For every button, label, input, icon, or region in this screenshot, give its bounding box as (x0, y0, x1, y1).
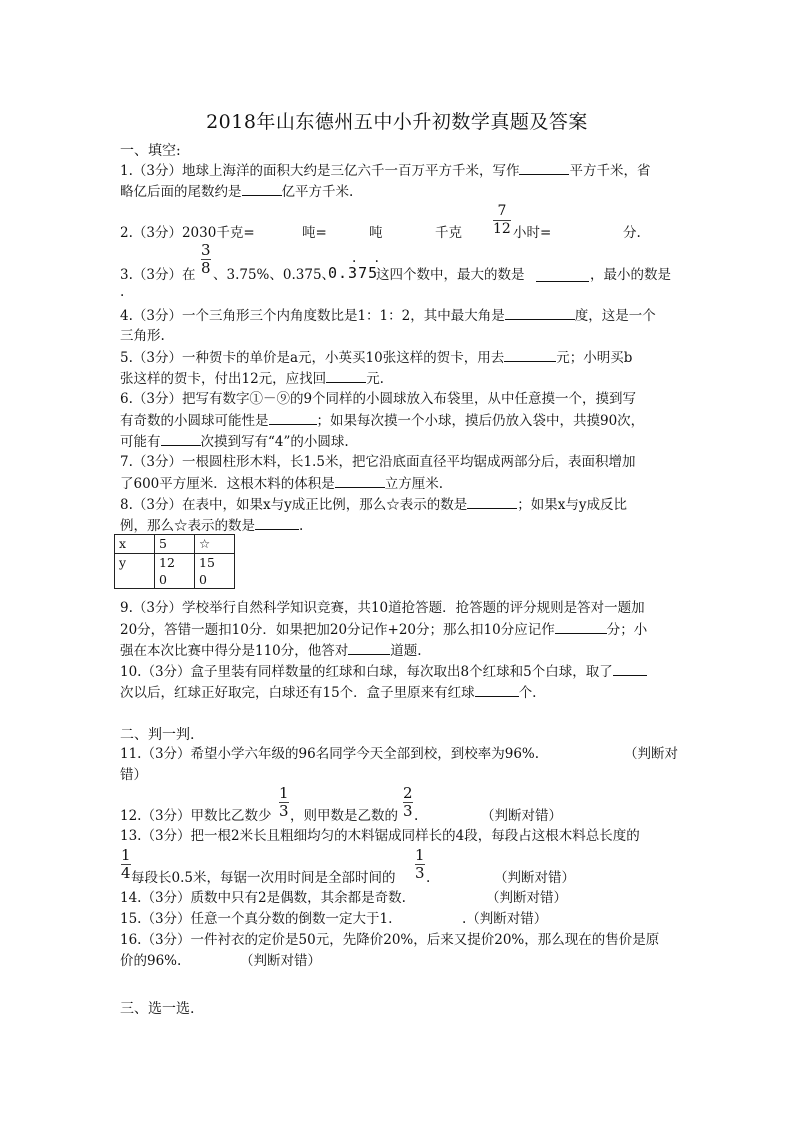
table-row: x 5 ☆ (115, 535, 235, 554)
question-16-line-2: 价的96%. （判断对错） (120, 953, 321, 969)
question-15: 15.（3分）任意一个真分数的倒数一定大于1. .（判断对错） (120, 911, 548, 927)
question-1-line-2: 略亿后面的尾数约是 亿平方千米. (120, 184, 354, 200)
answer-blank[interactable] (504, 348, 556, 362)
table-row: y 12 0 15 0 (115, 554, 235, 589)
question-11-line-1: 11.（3分）希望小学六年级的96名同学今天全部到校，到校率为96%. （判断对 (120, 746, 678, 762)
answer-blank[interactable] (536, 268, 589, 282)
question-5-line-2: 张这样的贺卡，付出12元，应找回 元. (120, 371, 384, 387)
question-8-line-2: 例，那么☆表示的数是 . (120, 518, 304, 534)
answer-blank[interactable] (326, 369, 366, 383)
answer-blank[interactable] (335, 474, 385, 488)
answer-blank[interactable] (269, 411, 317, 425)
question-6-line-3: 可能有 次摸到写有“4”的小圆球. (120, 434, 349, 450)
section-heading-fill: 一、填空: (120, 143, 181, 159)
answer-blank[interactable] (519, 161, 569, 175)
answer-blank[interactable] (505, 306, 575, 320)
question-10-line-1: 10.（3分）盒子里装有同样数量的红球和白球，每次取出8个红球和5个白球，取了 (120, 662, 647, 681)
answer-blank[interactable] (475, 683, 519, 697)
question-4-line-2: 三角形. (120, 328, 165, 344)
question-9-line-3: 强在本次比赛中得分是110分，他答对 道题. (120, 643, 422, 659)
question-9-line-2: 20分，答错一题扣10分．如果把加20分记作+20分；那么扣10分应记作 分；小 (120, 622, 648, 638)
proportion-table (114, 534, 235, 589)
repeating-decimal-dots: . . (352, 250, 386, 266)
question-6-line-1: 6.（3分）把写有数字①－⑨的9个同样的小圆球放入布袋里，从中任意摸一个，摸到写 (120, 391, 637, 407)
fraction: 1 3 (415, 846, 425, 882)
section-heading-choose: 三、选一选. (120, 1001, 195, 1017)
section-heading-judge: 二、判一判. (120, 727, 195, 743)
question-1-line-1: 1.（3分）地球上海洋的面积大约是三亿六千一百万平方千米，写作 平方千米，省 (120, 163, 651, 179)
question-3: 3 8 3.（3分）在 、3.75%、0.375、 . . 0.375 这四个数中，最大的数是 ，最小的数是 . (120, 241, 671, 300)
exam-page: 2018年山东德州五中小升初数学真题及答案 一、填空: 1.（3分）地球上海洋的面积大约是三亿六千一百万平方千米，写作 平方千米，省 略亿后面的尾数约是 亿平方千米. 2.（3分）2030千克= 吨= 吨 千克 7 12 小时= 分. 3 8 3.（3分）在 、3.75%、0.375、 . . 0.375 这四个数中，最大的数是 ，最小的数是 . 4.（3分）一个三角形三个内角度数比是1：1：2，其中最大角是 度，这是一个 三角形. 5.（3分）一种贺卡的单价是a元，小英买10张这样的贺卡，用去 元；小明买b 张这样的贺卡，付出12元，应找回 元. 6.（3分）把写有数字①－⑨的9个同样的小圆球放入布袋里，从中任意摸一个，摸到写 有奇数的小圆球可能性是 ；如果每次摸一个小球，摸后仍放入袋中，共摸90次， 可能有 次摸到写有“4”的小圆球. 7.（3分）一根圆柱形木料，长1.5米，把它沿底面直径平均锯成两部分后，表面积增加 了600平方厘米．这根木料的体积是 立方厘米. 8.（3分）在表中，如果x与y成正比例，那么☆表示的数是 ；如果x与y成反比 例，那么☆表示的数是 . x 5 ☆ y 12 0 15 0 9.（3分）学校举行自然科学知识竞赛，共10道抢答题．抢答题的评分规则是答对一题加 20分，答错一题扣10分．如果把加20分记作+20分；那么扣10分应记作 分；小 强在本次比赛中得分是110分，他答对 道题. 10.（3分）盒子里装有同样数量的红球和白球，每次取出8个红球和5个白球，取了 次以后，红球正好取完，白球还有15个．盒子里原来有红球 个. 二、判一判. 11.（3分）希望小学六年级的96名同学今天全部到校，到校率为96%. （判断对 错） 12.（3分）甲数比乙数少 1 3 ，则甲数是乙数的 2 3 . （判断对错） 13.（3分）把一根2米长且粗细均匀的木料锯成同样长的4段，每段占这根木料总长度的 1 4 每段长0.5米，每锯一次用时间是全部时间的 1 3 . （判断对错） 14.（3分）质数中只有2是偶数，其余都是奇数. （判断对错） 15.（3分）任意一个真分数的倒数一定大于1. .（判断对错） 16.（3分）一件衬衣的定价是50元，先降价20%，后来又提价20%，那么现在的售价是原 价的96%. （判断对错） 三、选一选. (0, 0, 794, 1123)
question-7-line-2: 了600平方厘米．这根木料的体积是 立方厘米. (120, 476, 444, 492)
question-6-line-2: 有奇数的小圆球可能性是 ；如果每次摸一个小球，摸后仍放入袋中，共摸90次， (120, 413, 645, 429)
fraction: 3 8 (201, 241, 211, 277)
fraction: 2 3 (403, 784, 413, 820)
answer-blank[interactable] (467, 495, 517, 509)
repeating-decimal: 0.375 (328, 264, 379, 282)
answer-blank[interactable] (242, 182, 282, 196)
question-10-line-2: 次以后，红球正好取完，白球还有15个．盒子里原来有红球 个. (120, 685, 537, 701)
question-11-line-2: 错） (120, 767, 147, 783)
question-16-line-1: 16.（3分）一件衬衣的定价是50元，先降价20%，后来又提价20%，那么现在的售价是原 (120, 932, 660, 948)
question-4-line-1: 4.（3分）一个三角形三个内角度数比是1：1：2，其中最大角是 度，这是一个 (120, 308, 656, 324)
fraction: 1 4 (121, 846, 131, 882)
question-13-line-1: 13.（3分）把一根2米长且粗细均匀的木料锯成同样长的4段，每段占这根木料总长度的 (120, 828, 640, 844)
fraction: 1 3 (279, 784, 289, 820)
question-9-line-1: 9.（3分）学校举行自然科学知识竞赛，共10道抢答题．抢答题的评分规则是答对一题加 (120, 600, 645, 616)
answer-blank[interactable] (555, 620, 607, 634)
question-7-line-1: 7.（3分）一根圆柱形木料，长1.5米，把它沿底面直径平均锯成两部分后，表面积增加 (120, 454, 636, 470)
question-14: 14.（3分）质数中只有2是偶数，其余都是奇数. （判断对错） (120, 890, 567, 906)
question-8-line-1: 8.（3分）在表中，如果x与y成正比例，那么☆表示的数是 ；如果x与y成反比 (120, 497, 627, 513)
answer-blank[interactable] (613, 662, 647, 676)
question-5-line-1: 5.（3分）一种贺卡的单价是a元，小英买10张这样的贺卡，用去 元；小明买b (120, 350, 633, 366)
star-cell: ☆ (195, 535, 235, 554)
answer-blank[interactable] (255, 516, 299, 530)
answer-blank[interactable] (161, 432, 201, 446)
answer-blank[interactable] (348, 641, 390, 655)
fraction: 7 12 (493, 203, 511, 237)
page-title: 2018年山东德州五中小升初数学真题及答案 (206, 111, 588, 133)
